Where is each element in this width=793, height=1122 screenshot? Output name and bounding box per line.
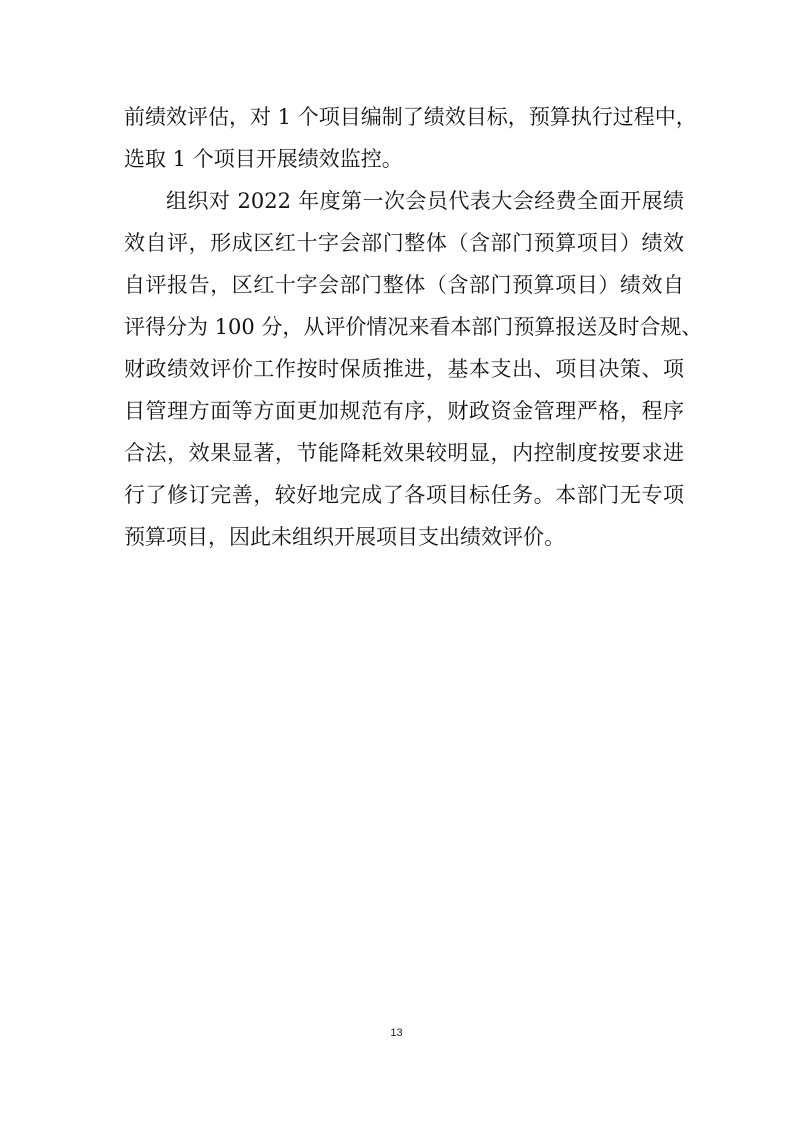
paragraph-2-line-8: 行了修订完善，较好地完成了各项目标任务。本部门无专项 xyxy=(124,483,684,507)
page-number: 13 xyxy=(390,1027,403,1039)
paragraph-2-line-7: 合法，效果显著，节能降耗效果较明显，内控制度按要求进 xyxy=(124,441,684,465)
paragraph-2-line-6: 目管理方面等方面更加规范有序，财政资金管理严格，程序 xyxy=(124,399,684,423)
paragraph-2-line-1: 组织对 2022 年度第一次会员代表大会经费全面开展绩 xyxy=(166,189,684,213)
paragraph-2-line-2: 效自评，形成区红十字会部门整体（含部门预算项目）绩效 xyxy=(124,231,684,255)
paragraph-2-line-4: 评得分为 100 分，从评价情况来看本部门预算报送及时合规、 xyxy=(124,315,703,339)
paragraph-2-line-9: 预算项目，因此未组织开展项目支出绩效评价。 xyxy=(124,525,565,549)
paragraph-2-line-5: 财政绩效评价工作按时保质推进，基本支出、项目决策、项 xyxy=(124,357,684,381)
paragraph-1-line-2: 选取 1 个项目开展绩效监控。 xyxy=(124,147,403,171)
paragraph-1-line-1: 前绩效评估，对 1 个项目编制了绩效目标，预算执行过程中， xyxy=(124,105,697,129)
paragraph-2-line-3: 自评报告，区红十字会部门整体（含部门预算项目）绩效自 xyxy=(124,273,684,297)
